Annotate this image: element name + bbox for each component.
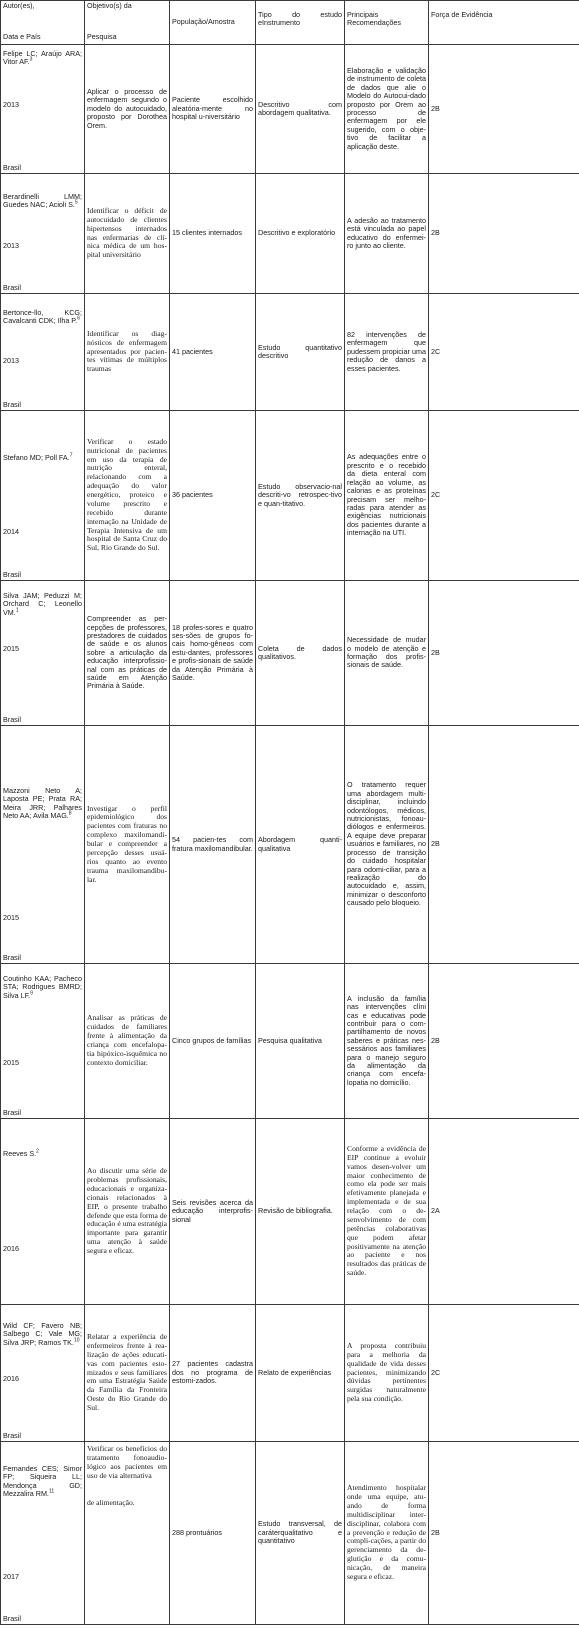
objective-cell — [85, 411, 170, 581]
header-strength-text: Força de Evidência — [431, 10, 493, 19]
objective-text: Identificar o déficit de autocuidado de clientes hipertensos internados nas enfermarias de clí-nica médica de um hos-pital universitário — [87, 205, 167, 260]
recommendations-cell — [345, 294, 429, 411]
population-cell — [170, 174, 256, 294]
table-row — [1, 964, 579, 1119]
recommendations-cell — [345, 45, 429, 174]
recommendations-text: O tratamento requer uma abordagem multi-disciplinar, incluindo odontólogos, médicos, nutricionistas, fonoau-diólogos e enfermeiros. A equipe deve preparar usuários e familiares, no processo de transição do cuidado hospitalar para odomi-ciliar, para a realização do autocuidado e, assim, minimizar o desconforto causado pelo bloqueio. — [347, 780, 426, 908]
strength-text: 2B — [431, 228, 440, 238]
author-cell — [1, 1442, 85, 1625]
recommendations-cell — [345, 726, 429, 964]
population-cell — [170, 1305, 256, 1442]
year-text: 2015 — [3, 1058, 19, 1067]
table-row — [1, 581, 579, 726]
table-row — [1, 1305, 579, 1442]
reference-number: 5 — [74, 200, 78, 207]
country-text: Brasil — [3, 162, 21, 172]
type-cell — [256, 411, 345, 581]
header-recommendations-line2: Recomendações — [347, 18, 401, 28]
authors-text: Silva JAM; Peduzzi M; Orchard C; Leonello VM. — [3, 591, 82, 617]
strength-cell — [429, 581, 579, 726]
type-cell — [256, 45, 345, 174]
table-row — [1, 294, 579, 411]
recommendations-cell — [345, 411, 429, 581]
type-text: Estudo quantitativo descritivo — [258, 342, 342, 360]
table-row — [1, 411, 579, 581]
authors-text: Reeves S. — [3, 1149, 37, 1158]
type-text: Relato de experiências — [258, 1367, 332, 1377]
objective-cell — [85, 581, 170, 726]
population-cell — [170, 411, 256, 581]
type-cell — [256, 1442, 345, 1625]
recommendations-text: Atendimento hospitalar onde uma equipe, atu-ando de forma multidisciplinar inter-disciplinar, colabora com a prevenção e redução de compli-cações, a partir do gerenciamento da de-glutição e da comu-nicação, de maneira segura e eficaz. — [347, 1483, 426, 1581]
header-population — [170, 1, 256, 45]
year-text: 2016 — [3, 1244, 19, 1253]
header-type-text: Tipo do estudo eInstrumento — [258, 10, 342, 28]
objective-text: Analisar as práticas de cuidados de familiares frente à alimentação da criança com encefalopa-tia hipóxico-isquêmica no contexto domiciliar. — [87, 1013, 167, 1067]
header-recommendations-line1: Principais — [347, 10, 379, 19]
type-cell — [256, 581, 345, 726]
objective-cell — [85, 45, 170, 174]
type-text: Descritivo com abordagem qualitativa. — [258, 99, 342, 117]
type-cell — [256, 1305, 345, 1442]
authors-text: Fernandes CES; Simor FP; Siqueira LL; Mendonça GD; Mezzalira RM. — [3, 1464, 82, 1499]
strength-text: 2B — [431, 1527, 440, 1537]
type-cell — [256, 964, 345, 1119]
recommendations-cell — [345, 1442, 429, 1625]
objective-extra-text: de alimentação. — [87, 1497, 135, 1507]
recommendations-text: A inclusão da família nas intervenções clíni cas e educativas pode contribuir para o com-partilhamento de novos saberes e práticas nes-sessários aos familiares para o manejo seguro da alimentação da criança com encefa-lopatia no domicílio. — [347, 993, 426, 1087]
table-row — [1, 1442, 579, 1625]
strength-cell — [429, 294, 579, 411]
type-cell — [256, 1119, 345, 1305]
type-text: Estudo transversal, de caráterqualitativo e quantitativo — [258, 1519, 342, 1546]
author-cell — [1, 726, 85, 964]
population-text: 288 prontuários — [172, 1527, 222, 1537]
header-author — [1, 1, 85, 45]
population-cell — [170, 1119, 256, 1305]
authors-text: Bertonce-llo, KCG; Cavalcanti CDK; Ilha P. — [3, 308, 82, 326]
table-row — [1, 174, 579, 294]
reference-number: 10 — [73, 1337, 80, 1344]
author-cell — [1, 45, 85, 174]
population-text: Paciente escolhido aleatória-mente no hospital u-niversitário — [172, 95, 253, 122]
reference-number: 6 — [77, 316, 80, 323]
strength-text: 2A — [431, 1206, 440, 1216]
country-text: Brasil — [3, 714, 21, 724]
objective-cell — [85, 964, 170, 1119]
population-cell — [170, 964, 256, 1119]
recommendations-cell — [345, 1119, 429, 1305]
objective-cell — [85, 1119, 170, 1305]
strength-cell — [429, 1305, 579, 1442]
country-text: Brasil — [3, 1430, 21, 1440]
strength-cell — [429, 411, 579, 581]
country-text: Brasil — [3, 952, 21, 962]
author-cell — [1, 411, 85, 581]
strength-text: 2C — [431, 1367, 441, 1377]
country-text: Brasil — [3, 1107, 21, 1117]
strength-cell — [429, 1442, 579, 1625]
recommendations-cell — [345, 581, 429, 726]
objective-text: Identificar os diag-nósticos de enfermagem apresentados por pacien-tes vítimas de múltiplos traumas — [87, 328, 167, 374]
objective-text: Verificar o estado nutricional de pacientes em uso da terapia de nutrição enteral, relacionando com a adequação do valor energético, proteico e volume prescrito e recebido durante internação na Unidade de Terapia Intensiva de um hospital de Santa Cruz do Sul, Rio Grande do Sul. — [87, 436, 167, 553]
population-text: Seis revisões acerca da educação interprofis-sional — [172, 1197, 253, 1224]
author-cell — [1, 1119, 85, 1305]
header-objective-line1: Objetivo(s) da — [87, 1, 132, 10]
recommendations-text: 82 intervenções de enfermagem que pudessem propiciar uma redução de danos a esses pacientes. — [347, 329, 426, 373]
population-cell — [170, 294, 256, 411]
strength-cell — [429, 726, 579, 964]
strength-text: 2B — [431, 103, 440, 113]
type-text: Estudo observacio-nal descriti-vo retrospec-tivo e quan-titativo. — [258, 481, 342, 508]
type-text: Revisão de bibliografia. — [258, 1206, 333, 1216]
recommendations-text: Conforme a evidência de EIP continue a evoluir vamos desen-volver um maior conhecimento de como ela pode ser mais efetivamente planejada e implementada e de sua relação com o de-senvolvimento de com petências colaborativas que podem afetar positivamente na atenção ao paciente e nos resultados das práticas de saúde. — [347, 1143, 426, 1278]
country-text: Brasil — [3, 1613, 21, 1623]
reference-number: 3 — [29, 57, 33, 64]
author-cell — [1, 174, 85, 294]
population-text: 36 pacientes — [172, 490, 213, 500]
year-text: 2015 — [3, 913, 19, 922]
objective-text: Verificar os benefícios do tratamento fonoaudio-lógico aos pacientes em uso de via alternativa — [87, 1444, 167, 1480]
objective-text: Ao discutir uma série de problemas profissionais, educacionais e organiza-cionais relacionados à EIP, o presente trabalho defende que esta forma de educação é uma estratégia importante para garantir uma atenção à saúde segura e eficaz. — [87, 1166, 167, 1255]
recommendations-text: Necessidade de mudar o modelo de atenção e formação dos profis-sionais de saúde. — [347, 635, 426, 670]
objective-text: Relatar a experiência de enfermeiros frente à rea-lização de ações educati-vas com pacientes esto-mizados e seus familiares em uma Estratégia Saúde da Família da Fronteira Oeste do Rio Grande do Sul. — [87, 1332, 167, 1413]
authors-text: Felipe LC; Araújo ARA; Vitor AF. — [3, 49, 82, 67]
header-type — [256, 1, 345, 45]
author-cell — [1, 581, 85, 726]
objective-text: Aplicar o processo de enfermagem segundo o modelo do autocuidado, proposto por Dorothea Orem. — [87, 86, 167, 130]
strength-cell — [429, 964, 579, 1119]
objective-cell — [85, 1442, 170, 1625]
reference-number: 8 — [68, 810, 72, 817]
population-cell — [170, 581, 256, 726]
population-text: 27 pacientes cadastra dos no programa de estomi-zados. — [172, 1359, 253, 1386]
table-row — [1, 1119, 579, 1305]
recommendations-text: A adesão ao tratamento está vinculada ao papel educativo do enfermei-ro junto ao cliente. — [347, 215, 426, 250]
year-text: 2014 — [3, 527, 19, 536]
population-text: Cinco grupos de famílias — [172, 1035, 252, 1045]
objective-cell — [85, 174, 170, 294]
author-cell — [1, 294, 85, 411]
strength-text: 2B — [431, 839, 440, 849]
author-cell — [1, 964, 85, 1119]
strength-cell — [429, 45, 579, 174]
header-objective-line2: Pesquisa — [87, 31, 117, 41]
type-text: Pesquisa qualitativa — [258, 1035, 322, 1045]
year-text: 2017 — [3, 1572, 19, 1581]
year-text: 2015 — [3, 644, 19, 653]
objective-cell — [85, 726, 170, 964]
header-recommendations — [345, 1, 429, 45]
strength-text: 2C — [431, 490, 441, 500]
strength-text: 2B — [431, 647, 440, 657]
authors-text: Coutinho KAA; Pacheco STA; Rodrigues BMRD; Silva LF. — [3, 974, 82, 1000]
recommendations-cell — [345, 964, 429, 1119]
year-text: 2016 — [3, 1374, 19, 1383]
type-cell — [256, 726, 345, 964]
country-text: Brasil — [3, 569, 21, 579]
authors-text: Wild CF; Favero NB; Salbego C; Vale MG; Silva JRP; Ramos TK. — [3, 1321, 82, 1347]
year-text: 2013 — [3, 241, 19, 250]
type-text: Coleta de dados qualitativos. — [258, 643, 342, 661]
header-population-text: População/Amostra — [172, 17, 235, 27]
country-text: Brasil — [3, 399, 21, 409]
objective-text: Compreender as per-cepções de professores, prestadores de cuidados de saúde e os alunos sobre a articulação da educação interprofissio-nal com as práticas de saúde em Atenção Primária à Saúde. — [87, 614, 167, 691]
recommendations-cell — [345, 174, 429, 294]
author-cell — [1, 1305, 85, 1442]
authors-text: Berardinelli LMM; Guedes NAC; Acioli S. — [3, 192, 82, 210]
recommendations-cell — [345, 1305, 429, 1442]
population-text: 15 clientes internados — [172, 228, 242, 238]
reference-number: 9 — [30, 990, 33, 997]
header-objective — [85, 1, 170, 45]
header-strength — [429, 1, 579, 45]
population-text: 54 pacien-tes com fratura maxilomandibular. — [172, 835, 253, 853]
objective-cell — [85, 1305, 170, 1442]
type-text: Abordagem quanti-qualitativa — [258, 835, 342, 853]
strength-cell — [429, 1119, 579, 1305]
header-author-line1: Autor(es), — [3, 1, 35, 10]
population-text: 41 pacientes — [172, 346, 213, 356]
authors-text: Mazzoni Neto A; Laposta PE; Prata RA; Meira JRR; Palhares Neto AA; Avila MAG. — [3, 786, 82, 821]
year-text: 2013 — [3, 356, 19, 365]
strength-cell — [429, 174, 579, 294]
type-cell — [256, 294, 345, 411]
type-cell — [256, 174, 345, 294]
reference-number: 11 — [48, 1488, 55, 1495]
reference-number: 2 — [36, 1148, 39, 1155]
authors-text: Stefano MD; Poll FA. — [3, 453, 70, 462]
objective-text: Investigar o perfil epidemiológico dos pacientes com fraturas no complexo maxilomandi-bular e compreender a percepção desses usuá-rios quanto ao evento trauma maxilomandibu-lar. — [87, 803, 167, 884]
table-row — [1, 45, 579, 174]
header-author-line2: Data e País — [3, 31, 41, 41]
year-text: 2013 — [3, 100, 19, 109]
population-cell — [170, 726, 256, 964]
objective-cell — [85, 294, 170, 411]
reference-number: 7 — [69, 452, 73, 459]
recommendations-text: As adequações entre o prescrito e o recebido da dieta enteral com relação ao volume, as calorias e as proteínas precisam ser melho-radas para atender as exigências nutricionais dos pacientes durante a internação na UTI. — [347, 452, 426, 538]
recommendations-text: A proposta contribuiu para a melhoria da qualidade de vida desses pacientes, minimizando dúvidas pertinentes surgidas naturalmente pela sua condição. — [347, 1340, 426, 1404]
type-text: Descritivo e exploratório — [258, 228, 336, 238]
recommendations-text: Elaboração e validação de instrumento de coleta de dados que alie o Modelo do Autocui-dado proposto por Orem ao processo de enfermagem por ele sugerido, com o obje-tivo de facilitar a aplicação deste. — [347, 65, 426, 151]
strength-text: 2B — [431, 1035, 440, 1045]
population-text: 18 profes-sores e quatro ses-sões de grupos fo-cais homo-gêneos com estu-dantes, professores e profis-sionais de saúde da Atenção Primária à Saúde. — [172, 622, 253, 683]
country-text: Brasil — [3, 282, 21, 292]
header-row — [1, 1, 579, 45]
strength-text: 2C — [431, 346, 441, 356]
population-cell — [170, 1442, 256, 1625]
population-cell — [170, 45, 256, 174]
reference-number: 1 — [15, 607, 19, 614]
table-row — [1, 726, 579, 964]
